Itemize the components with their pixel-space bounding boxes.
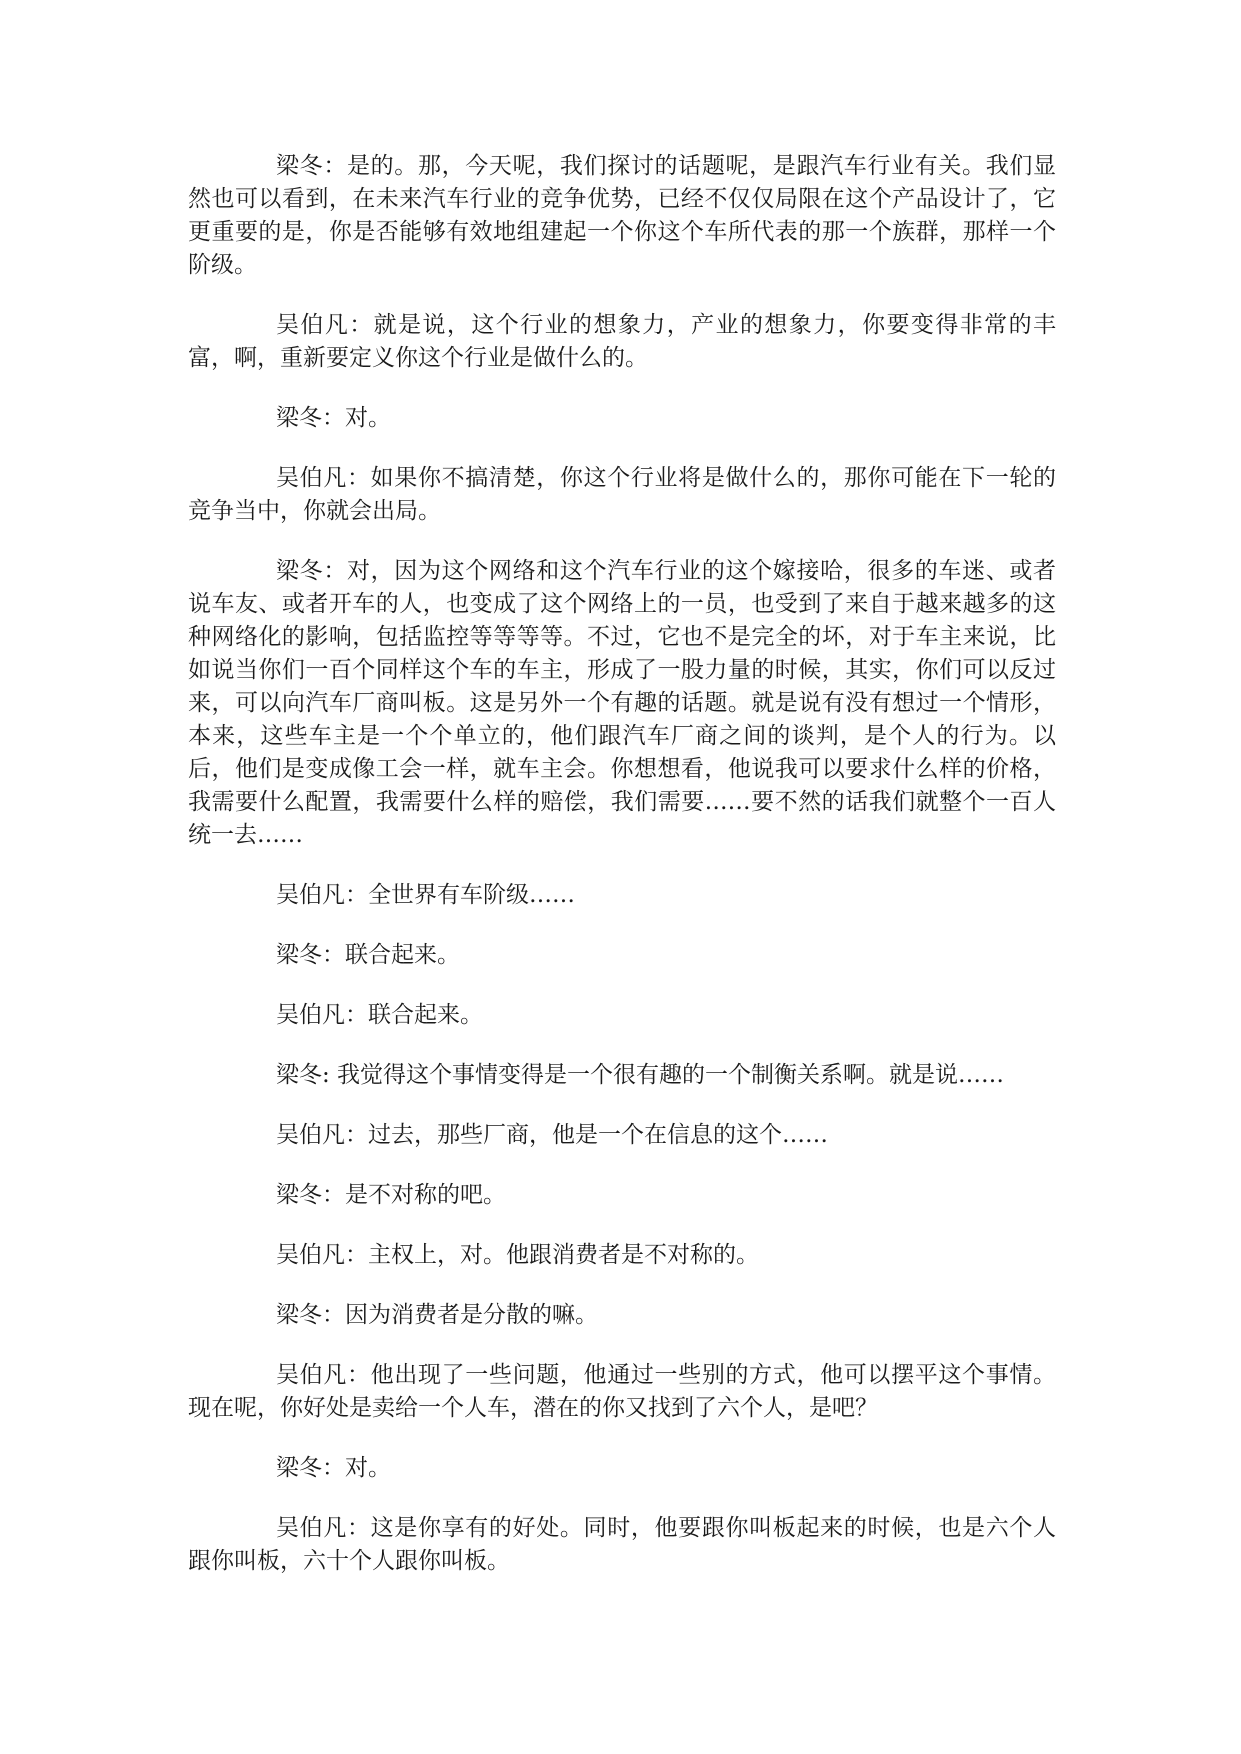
paragraph: 梁冬：对，因为这个网络和这个汽车行业的这个嫁接哈，很多的车迷、或者说车友、或者开车的人，也变成了这个网络上的一员，也受到了来自于越来越多的这种网络化的影响，包括监控等等等等。不过，它也不是完全的坏，对于车主来说，比如说当你们一百个同样这个车的车主，形成了一股力量的时候，其实，你们可以反过来，可以向汽车厂商叫板。这是另外一个有趣的话题。就是说有没有想过一个情形，本来，这些车主是一个个单立的，他们跟汽车厂商之间的谈判，是个人的行为。以后，他们是变成像工会一样，就车主会。你想想看，他说我可以要求什么样的价格，我需要什么配置，我需要什么样的赔偿，我们需要……要不然的话我们就整个一百人统一去…… <box>188 558 1056 848</box>
paragraph: 吴伯凡：就是说，这个行业的想象力，产业的想象力，你要变得非常的丰富，啊，重新要定义你这个行业是做什么的。 <box>188 312 1056 371</box>
paragraph: 梁冬：因为消费者是分散的嘛。 <box>276 1302 598 1328</box>
paragraph: 吴伯凡：过去，那些厂商，他是一个在信息的这个…… <box>276 1122 828 1148</box>
paragraph: 梁冬：是不对称的吧。 <box>276 1182 506 1208</box>
paragraph: 吴伯凡：他出现了一些问题，他通过一些别的方式，他可以摆平这个事情。现在呢，你好处是卖给一个人车，潜在的你又找到了六个人，是吧？ <box>188 1362 1056 1421</box>
paragraph: 吴伯凡：这是你享有的好处。同时，他要跟你叫板起来的时候，也是六个人跟你叫板，六十个人跟你叫板。 <box>188 1515 1056 1574</box>
paragraph: 吴伯凡：联合起来。 <box>276 1002 483 1028</box>
paragraph: 梁冬：是的。那，今天呢，我们探讨的话题呢，是跟汽车行业有关。我们显然也可以看到，在未来汽车行业的竞争优势，已经不仅仅局限在这个产品设计了，它更重要的是，你是否能够有效地组建起一个你这个车所代表的那一个族群，那样一个阶级。 <box>188 153 1056 278</box>
paragraph: 梁冬：对。 <box>276 405 391 431</box>
paragraph: 吴伯凡：主权上，对。他跟消费者是不对称的。 <box>276 1242 759 1268</box>
paragraph: 梁冬: 我觉得这个事情变得是一个很有趣的一个制衡关系啊。就是说…… <box>276 1062 1005 1088</box>
paragraph: 梁冬：对。 <box>276 1455 391 1481</box>
paragraph: 吴伯凡：全世界有车阶级…… <box>276 882 575 908</box>
paragraph: 梁冬：联合起来。 <box>276 942 460 968</box>
transcript-body <box>188 150 1056 1605</box>
paragraph: 吴伯凡：如果你不搞清楚，你这个行业将是做什么的，那你可能在下一轮的竞争当中，你就会出局。 <box>188 465 1056 524</box>
